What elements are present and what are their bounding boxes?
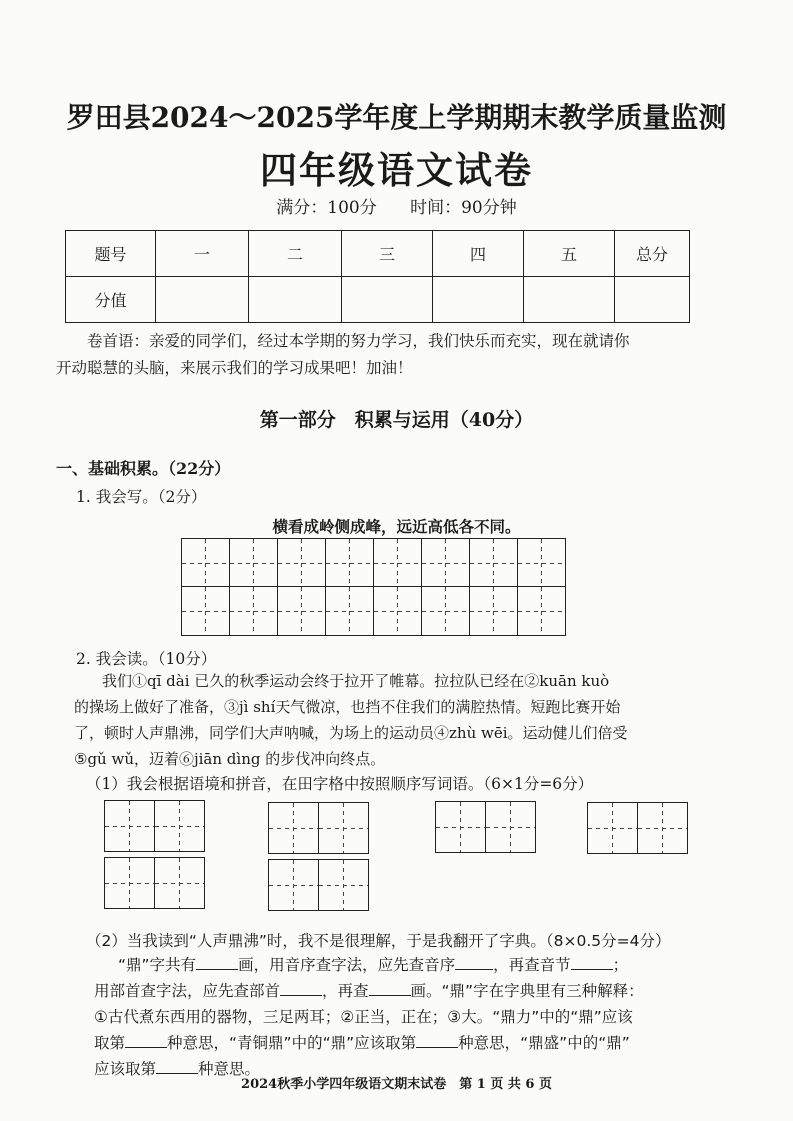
passage-line: ⑤gǔ wǔ，迈着⑥jiān dìng 的步伐冲向终点。	[74, 750, 386, 768]
passage-line: 了，顿时人声鼎沸，同学们大声呐喊，为场上的运动员④zhù wēi。运动健儿们倍受	[74, 724, 628, 742]
intro-line: 开动聪慧的头脑，来展示我们的学习成果吧！加油！	[56, 359, 413, 377]
tian-cell[interactable]	[638, 803, 688, 853]
score-header-cell: 四	[433, 231, 524, 277]
dict-text: 种意思，“青铜鼎”中的“鼎”应该取第	[167, 1034, 417, 1052]
word-box-1[interactable]	[104, 800, 205, 852]
q2-passage	[74, 668, 734, 772]
q1-sub1: 1. 我会写。（2分）	[76, 488, 207, 506]
dict-line-1	[94, 952, 694, 978]
intro-text	[56, 328, 736, 382]
score-value-cell[interactable]	[249, 277, 342, 323]
score-header-cell: 题号	[66, 231, 156, 277]
tian-cell[interactable]	[182, 587, 230, 635]
exam-title-line1: 罗田县2024～2025学年度上学期期末教学质量监测	[66, 101, 727, 134]
answer-blank[interactable]	[125, 1047, 167, 1048]
word-box-6[interactable]	[268, 859, 369, 911]
dict-text: ；	[612, 956, 629, 974]
score-header-cell: 一	[156, 231, 249, 277]
tian-cell[interactable]	[319, 803, 369, 853]
dict-text: 画。“鼎”字在字典里有三种解释：	[410, 982, 644, 1000]
exam-title-line2: 四年级语文试卷	[260, 148, 533, 192]
tian-cell[interactable]	[588, 803, 638, 853]
q2-title: 2. 我会读。（10分）	[76, 650, 217, 668]
answer-blank[interactable]	[416, 1047, 458, 1048]
q2-sub2: （2）当我读到“人声鼎沸”时，我不是很理解，于是我翻开了字典。（8×0.5分=4分）	[86, 932, 671, 950]
tian-cell[interactable]	[486, 802, 536, 852]
score-row-label: 分值	[66, 277, 156, 323]
intro-line: 卷首语：亲爱的同学们，经过本学期的努力学习，我们快乐而充实，现在就请你	[87, 332, 630, 350]
tian-cell[interactable]	[374, 539, 422, 587]
full-score: 满分：100分	[276, 198, 377, 218]
dict-text: “鼎”字共有	[118, 956, 197, 974]
tian-cell[interactable]	[105, 801, 155, 851]
tian-cell[interactable]	[326, 587, 374, 635]
word-box-5[interactable]	[104, 857, 205, 909]
passage-line: 的操场上做好了准备，③jì shí天气微凉，也挡不住我们的满腔热情。短跑比赛开始	[74, 698, 621, 716]
tian-cell[interactable]	[422, 539, 470, 587]
word-box-2[interactable]	[268, 802, 369, 854]
tian-cell[interactable]	[230, 539, 278, 587]
q2-sub1: （1）我会根据语境和拼音，在田字格中按照顺序写词语。（6×1分=6分）	[86, 775, 594, 793]
tian-cell[interactable]	[155, 801, 205, 851]
dict-line-4	[94, 1030, 694, 1056]
answer-blank[interactable]	[280, 995, 322, 996]
score-header-cell: 二	[249, 231, 342, 277]
score-value-cell[interactable]	[433, 277, 524, 323]
tian-cell[interactable]	[374, 587, 422, 635]
dict-line-3: ①古代煮东西用的器物，三足两耳；②正当，正在；③大。“鼎力”中的“鼎”应该	[94, 1008, 633, 1026]
dict-text: 种意思，“鼎盛”中的“鼎”	[458, 1034, 630, 1052]
tian-cell[interactable]	[278, 539, 326, 587]
tian-cell[interactable]	[182, 539, 230, 587]
answer-blank[interactable]	[369, 995, 411, 996]
score-table-value-row	[66, 277, 690, 323]
poem-line: 横看成岭侧成峰，远近高低各不同。	[272, 517, 521, 536]
dict-text: 取第	[94, 1034, 126, 1052]
score-value-cell[interactable]	[156, 277, 249, 323]
dict-text: 应该取第	[94, 1060, 157, 1078]
tian-cell[interactable]	[269, 803, 319, 853]
score-table-header-row	[66, 231, 690, 277]
tian-cell[interactable]	[278, 587, 326, 635]
dict-line-2	[94, 978, 694, 1004]
tian-cell[interactable]	[230, 587, 278, 635]
dict-text: ，再查	[322, 982, 369, 1000]
answer-blank[interactable]	[196, 969, 238, 970]
score-value-cell[interactable]	[342, 277, 433, 323]
answer-blank[interactable]	[455, 969, 493, 970]
exam-time: 时间：90分钟	[410, 198, 517, 218]
tian-cell[interactable]	[518, 587, 566, 635]
score-header-cell: 五	[524, 231, 615, 277]
score-header-cell: 总分	[615, 231, 690, 277]
score-header-cell: 三	[342, 231, 433, 277]
answer-blank[interactable]	[571, 969, 613, 970]
tian-cell[interactable]	[422, 587, 470, 635]
dictionary-question	[94, 952, 694, 1082]
score-value-cell[interactable]	[524, 277, 615, 323]
dict-text: 画，用音序查字法，应先查音序	[238, 956, 456, 974]
score-value-cell[interactable]	[615, 277, 690, 323]
dict-text: ，再查音节	[493, 956, 571, 974]
tian-cell[interactable]	[326, 539, 374, 587]
q1-title: 一、基础积累。（22分）	[56, 459, 231, 478]
tian-cell[interactable]	[470, 587, 518, 635]
passage-line: 我们①qī dài 已久的秋季运动会终于拉开了帷幕。拉拉队已经在②kuān kuò	[102, 672, 610, 690]
tian-cell[interactable]	[155, 858, 205, 908]
writing-grid-row-2[interactable]	[181, 586, 566, 636]
tian-cell[interactable]	[319, 860, 369, 910]
tian-cell[interactable]	[269, 860, 319, 910]
tian-cell[interactable]	[470, 539, 518, 587]
tian-cell[interactable]	[518, 539, 566, 587]
score-table	[65, 230, 690, 323]
tian-cell[interactable]	[105, 858, 155, 908]
word-box-4[interactable]	[587, 802, 688, 854]
dict-text: 种意思。	[198, 1060, 261, 1078]
exam-meta	[0, 193, 793, 218]
dict-text: 用部首查字法，应先查部首	[94, 982, 281, 1000]
writing-grid-row-1[interactable]	[181, 538, 566, 587]
word-box-3[interactable]	[435, 801, 536, 853]
tian-cell[interactable]	[436, 802, 486, 852]
page-footer: 2024秋季小学四年级语文期末试卷 第 1 页 共 6 页	[241, 1077, 552, 1092]
part1-title: 第一部分 积累与运用（40分）	[259, 409, 534, 431]
